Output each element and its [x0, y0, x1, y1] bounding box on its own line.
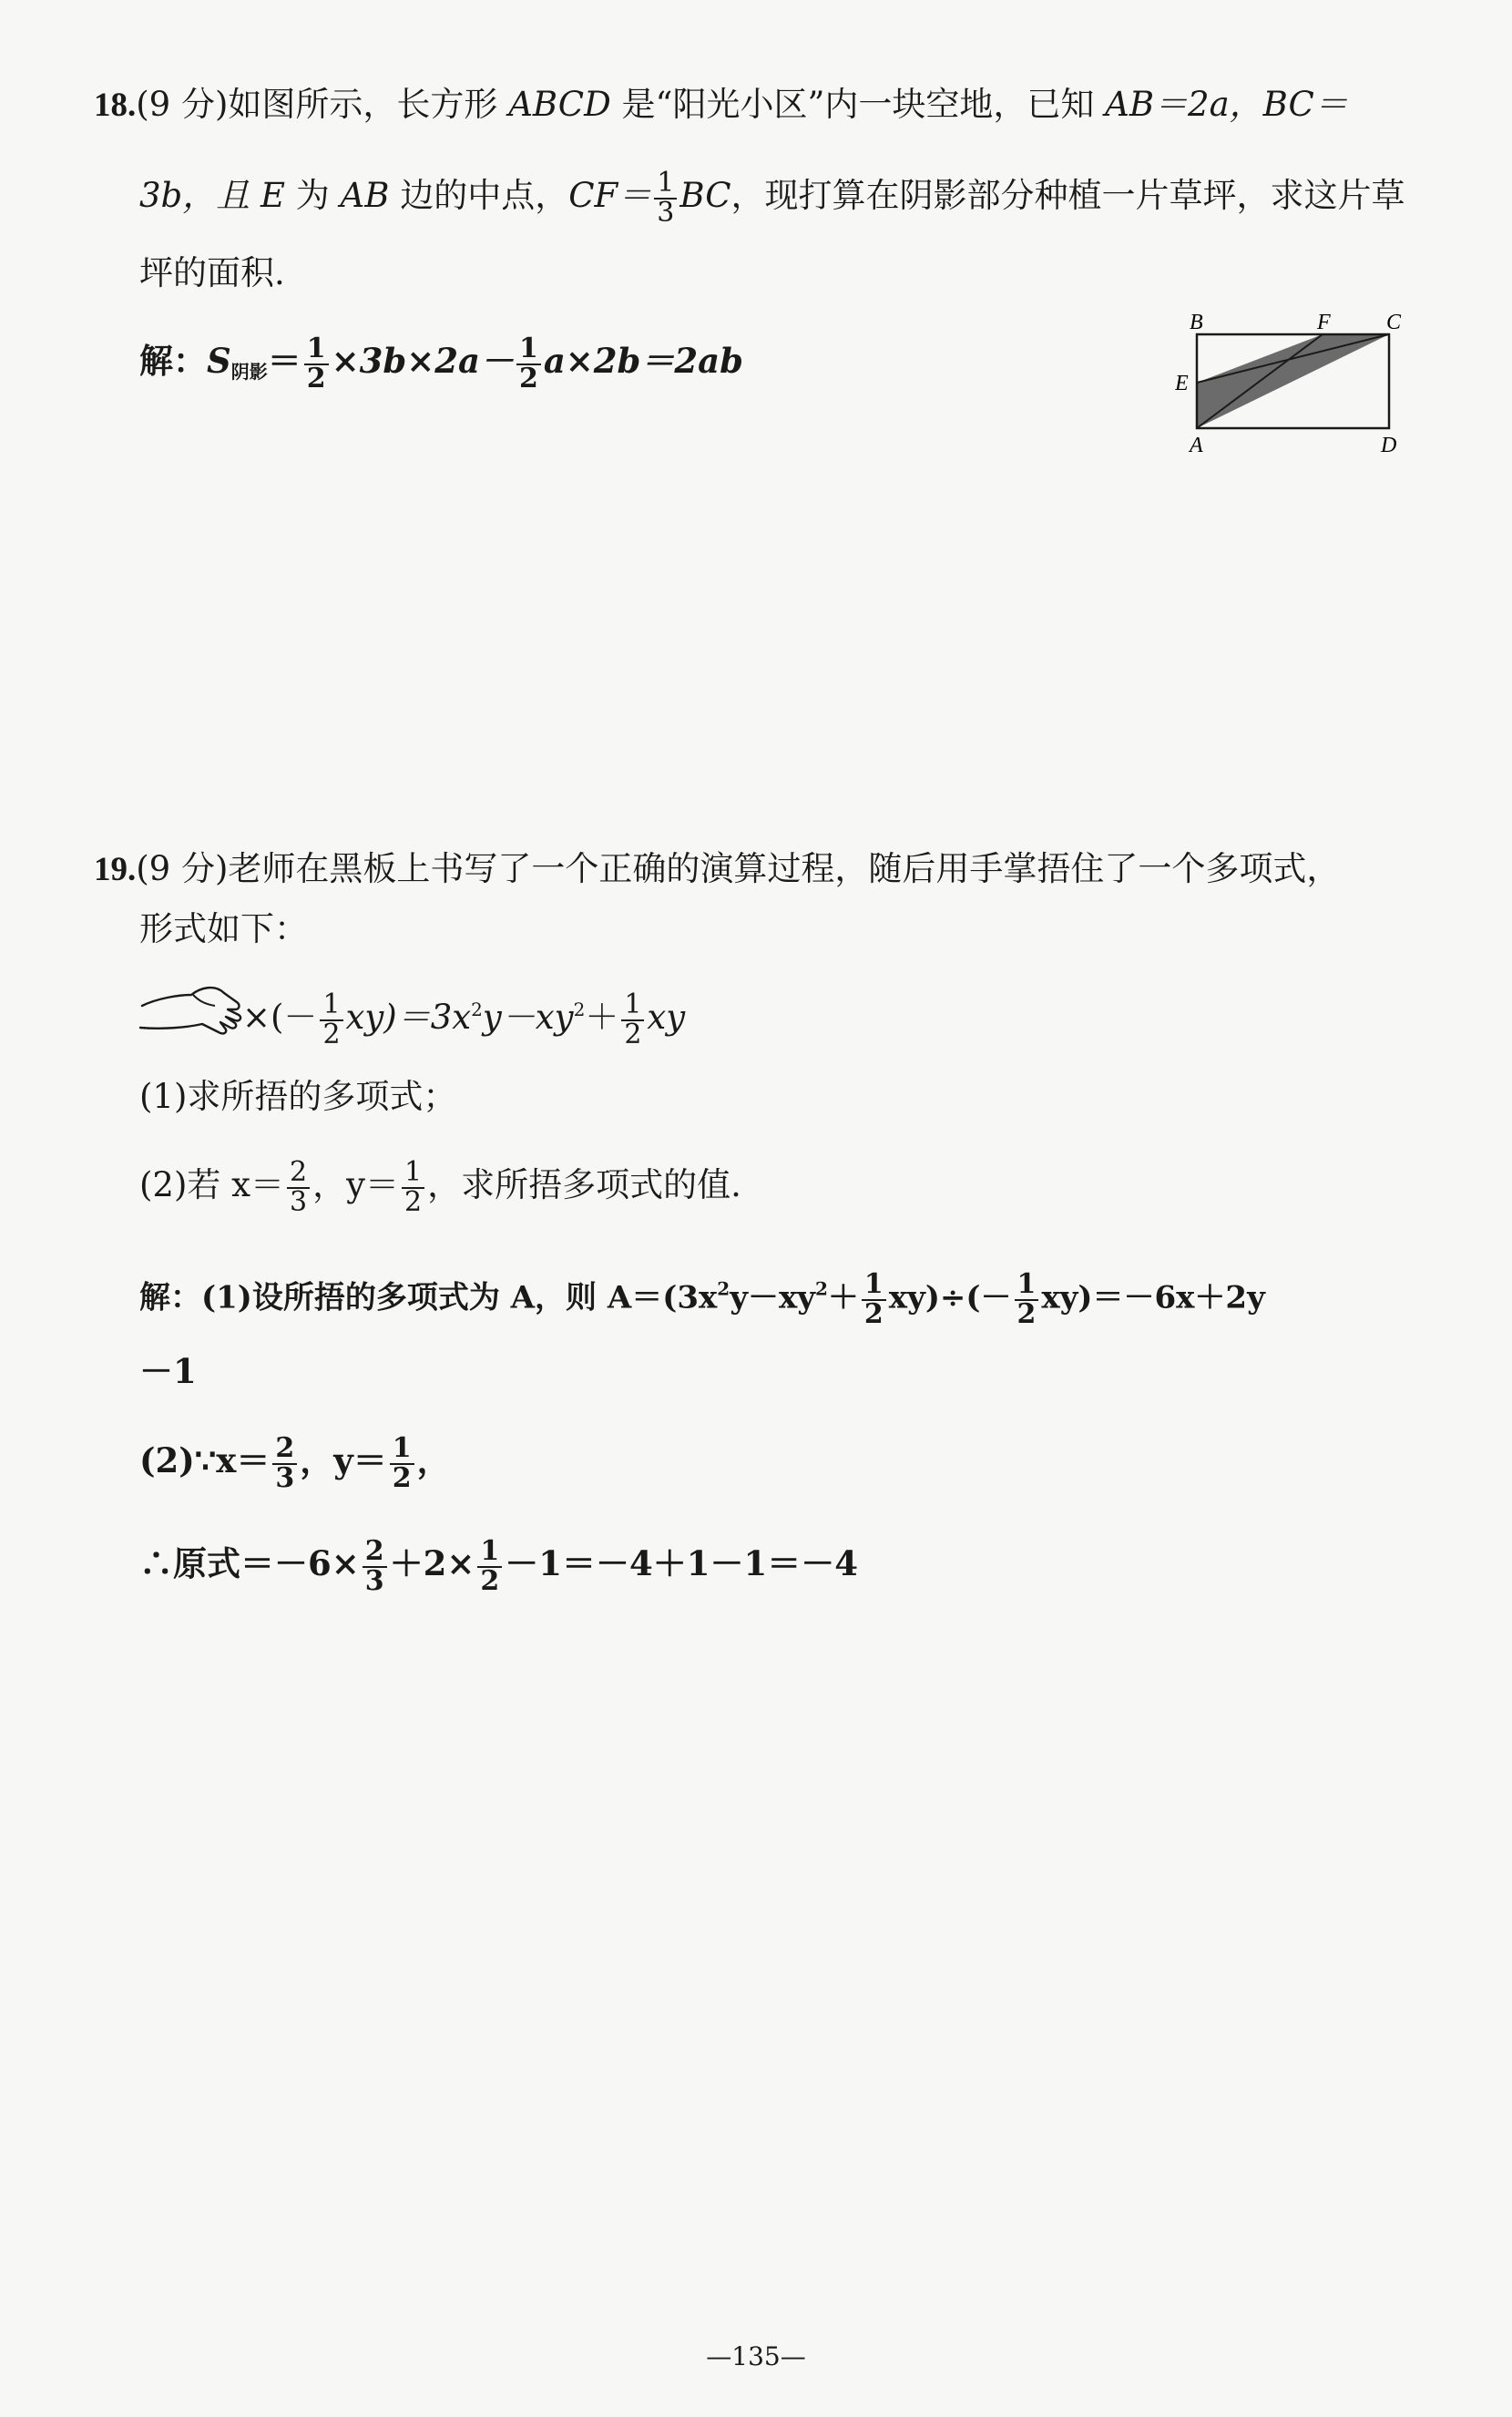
answer-part: 解：(1)设所捂的多项式为 A，则 A＝(3x [139, 1279, 718, 1316]
q18-text: ，现打算在阴影部分种植一片草坪，求这片草 [730, 176, 1405, 216]
equation-part: xy)＝3x [345, 998, 472, 1038]
shaded-region [1197, 334, 1389, 428]
q19-text: 形式如下： [139, 909, 308, 948]
answer-part: ，y＝ [300, 1440, 387, 1481]
q19-answer-3 [139, 1535, 858, 1597]
q18-number: 18. [94, 87, 137, 124]
q18-e: E [261, 176, 286, 216]
rectangle-figure [1175, 310, 1412, 465]
answer-part: a×2b＝2ab [543, 341, 744, 382]
label-a: A [1190, 434, 1203, 457]
q19-line-1 [94, 849, 1341, 888]
q19-equation [242, 988, 686, 1050]
answer-fraction: $\frac{1}{2}$ [390, 1435, 414, 1492]
equation-fraction: $\frac{1}{2}$ [320, 991, 342, 1049]
q19-answer-2 [139, 1432, 451, 1494]
q18-text: 边的中点， [389, 176, 569, 216]
q19-text: (2)若 x＝ [139, 1165, 285, 1205]
label-c: C [1386, 311, 1402, 334]
q19-part-1 [139, 1077, 457, 1116]
q19-fraction: $\frac{2}{3}$ [287, 1159, 310, 1216]
q18-fraction: $\frac{1}{3}$ [654, 169, 677, 227]
answer-exponent: 2 [815, 1277, 828, 1300]
equation-part: xy [647, 998, 686, 1038]
q18-answer [139, 335, 743, 393]
q18-ab: AB [340, 176, 390, 216]
label-b: B [1190, 311, 1203, 334]
answer-part: －1 [139, 1351, 197, 1391]
answer-part: ＝ [267, 341, 301, 382]
label-f: F [1317, 311, 1331, 334]
equation-fraction: $\frac{1}{2}$ [621, 991, 644, 1049]
answer-fraction: $\frac{1}{2}$ [477, 1538, 502, 1595]
q18-line-2 [139, 169, 1405, 227]
answer-exponent: 2 [717, 1277, 730, 1300]
answer-part: (2)∵x＝ [139, 1440, 271, 1481]
q18-line-1 [94, 87, 1348, 122]
answer-fraction: $\frac{2}{3}$ [272, 1435, 297, 1492]
equation-part: ＋ [585, 998, 619, 1038]
page-number: —135— [706, 2341, 806, 2371]
q18-text: 3b，且 [139, 176, 261, 216]
answer-fraction: $\frac{2}{3}$ [363, 1538, 387, 1595]
answer-fraction: $\frac{1}{2}$ [1015, 1271, 1039, 1328]
equation-exponent: 2 [573, 999, 586, 1021]
q18-text: 坪的面积. [139, 253, 285, 292]
q18-bc: BC [679, 176, 731, 216]
q18-points: (9 分) [136, 85, 229, 124]
q18-text: 如图所示，长方形 [228, 85, 509, 124]
q18-abcd: ABCD [508, 85, 611, 124]
answer-part: ∴原式＝－6× [139, 1543, 360, 1584]
q18-text: 是“阳光小区”内一块空地，已知 [610, 85, 1106, 124]
q19-line-2 [139, 909, 308, 948]
answer-subscript: 阴影 [230, 361, 268, 384]
q18-text: 为 [285, 176, 341, 216]
answer-fraction: $\frac{1}{2}$ [304, 335, 329, 393]
hand-icon [137, 982, 244, 1039]
answer-part: y－xy [730, 1279, 815, 1316]
q19-answer-1-cont [139, 1351, 197, 1391]
q19-answer-1 [139, 1268, 1265, 1330]
equation-part: ×(－ [242, 998, 318, 1038]
equation-part: y－xy [482, 998, 574, 1038]
label-e: E [1175, 372, 1189, 395]
answer-part: xy)＝－6x＋2y [1041, 1279, 1265, 1316]
answer-part: ， [416, 1440, 451, 1481]
label-d: D [1381, 434, 1397, 457]
q18-line-3 [139, 253, 285, 292]
answer-part: ＋ [827, 1279, 859, 1316]
q19-number: 19. [94, 851, 137, 888]
answer-fraction: $\frac{1}{2}$ [862, 1271, 886, 1328]
q19-fraction: $\frac{1}{2}$ [402, 1159, 424, 1216]
answer-fraction: $\frac{1}{2}$ [516, 335, 541, 393]
q19-text: 老师在黑板上书写了一个正确的演算过程，随后用手掌捂住了一个多项式， [228, 849, 1341, 888]
answer-part: ×3b×2a－ [331, 341, 514, 382]
equation-exponent: 2 [471, 999, 483, 1021]
answer-S: S [207, 341, 231, 382]
q19-text: (1)求所捂的多项式； [139, 1077, 457, 1116]
answer-part: ＋2× [389, 1543, 475, 1584]
answer-part: xy)÷(－ [888, 1279, 1012, 1316]
answer-part: －1＝－4＋1－1＝－4 [505, 1543, 858, 1584]
q18-ab-eq: AB＝2a，BC＝ [1105, 85, 1348, 124]
q19-text: ，求所捂多项式的值. [427, 1165, 741, 1205]
answer-label: 解： [139, 341, 207, 382]
q19-part-2 [139, 1156, 741, 1218]
q18-cf: CF＝ [568, 176, 652, 216]
q19-text: ，y＝ [312, 1165, 400, 1205]
q19-points: (9 分) [136, 849, 229, 888]
